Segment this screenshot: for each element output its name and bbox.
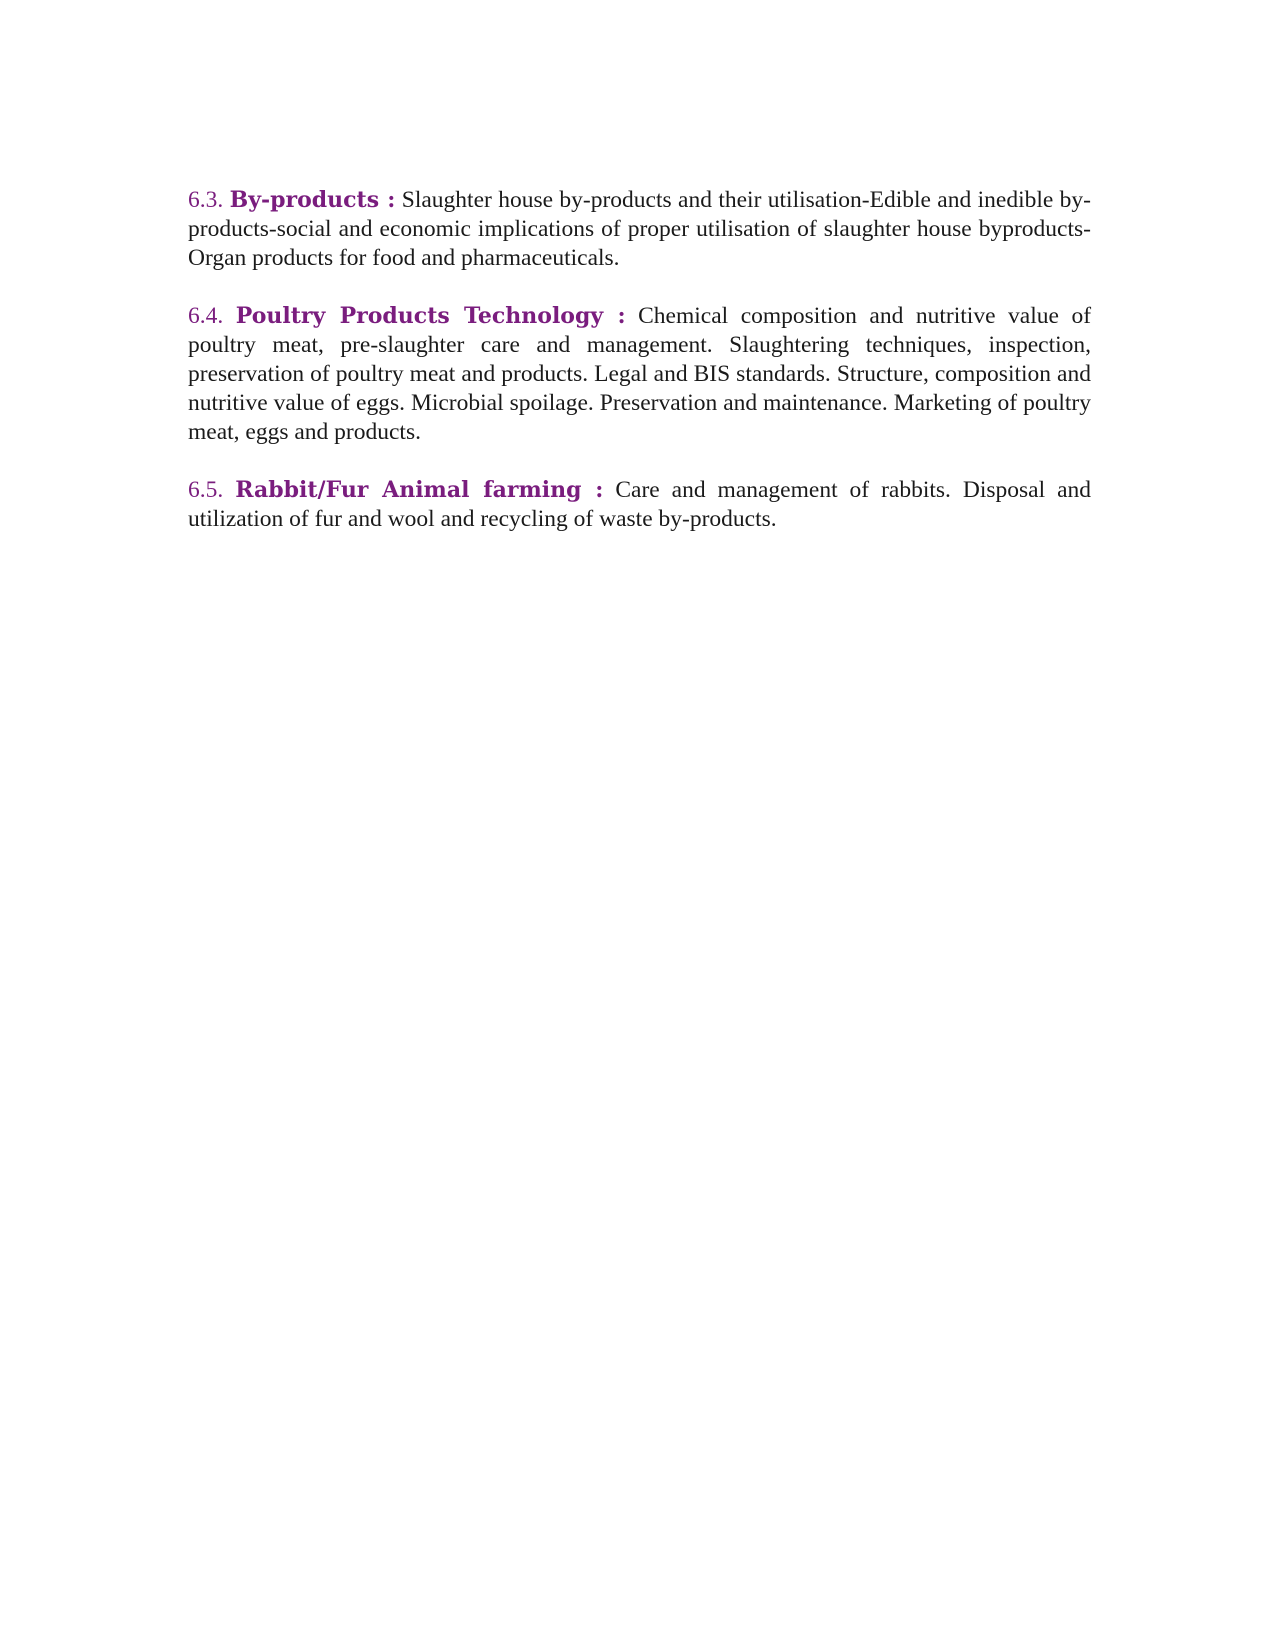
section-6-4 [188,302,1091,447]
section-number: 6.4. [188,303,224,329]
section-heading: Rabbit/Fur Animal farming : [235,477,604,503]
section-number: 6.5. [188,477,224,503]
section-6-5 [188,476,1091,534]
section-body: Chemical composition and nutritive value of poultry meat, pre-slaughter care and management. Slaughtering techniques, inspection, preservation of poultry meat and products. Legal and BIS standards. Structure, composition and nutritive value of eggs. Microbial spoilage. Preservation and maintenance. Marketing of poultry meat, eggs and products. [188,303,1092,445]
section-body: Slaughter house by-products and their utilisation-Edible and inedible by-products-social and economic implications of proper utilisation of slaughter house byproducts- Organ products for food and pharmaceuticals. [188,187,1092,271]
section-number: 6.3. [188,187,224,213]
section-body: Care and management of rabbits. Disposal and utilization of fur and wool and recycling of waste by-products. [188,477,1092,532]
section-heading: Poultry Products Technology : [235,303,626,329]
section-6-3 [188,186,1091,273]
section-heading: By-products : [229,187,396,213]
document-content [188,186,1091,563]
